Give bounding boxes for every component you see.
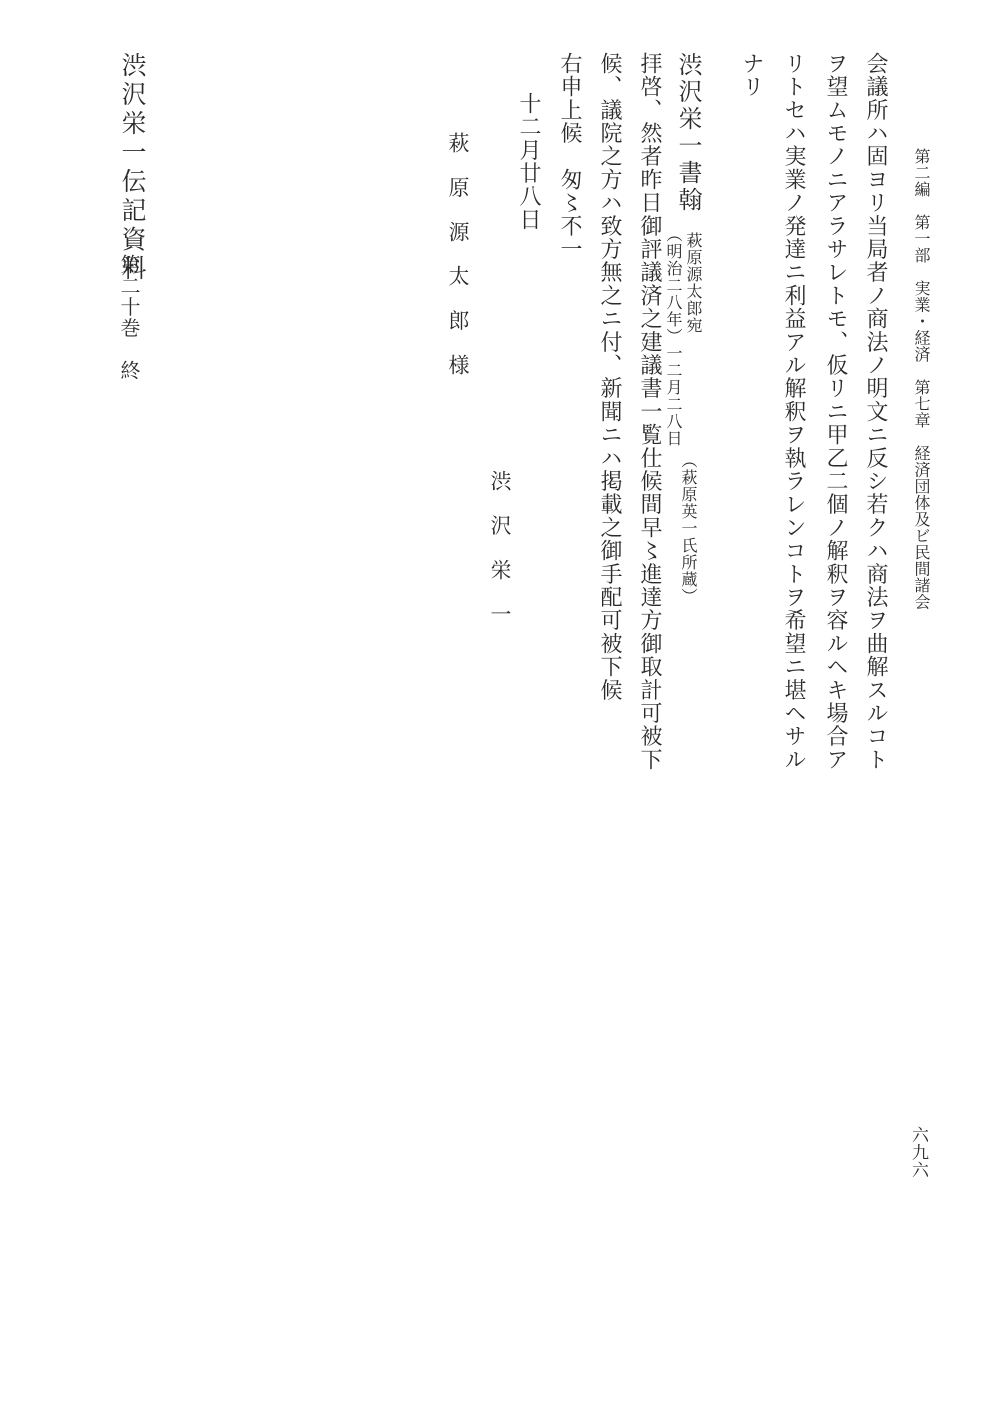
letter-date: 十二月廿八日 bbox=[516, 92, 541, 232]
letter-date-line: （明治二八年）一二月二八日 bbox=[664, 226, 683, 447]
letter-body-line-2: 候、議院之方ハ致方無之ニ付、新聞ニハ掲載之御手配可被下候 bbox=[597, 52, 622, 702]
page-number: 六九六 bbox=[908, 1126, 928, 1179]
paragraph-line-4: ナリ bbox=[739, 52, 764, 99]
paragraph-line-2: ヲ望ムモノニアラサレトモ、仮リニ甲乙二個ノ解釈ヲ容ルヘキ場合ア bbox=[823, 52, 848, 772]
letter-collection: （萩原英一氏所蔵） bbox=[679, 452, 698, 605]
paragraph-line-3: リトセハ実業ノ発達ニ利益アル解釈ヲ執ラレンコトヲ希望ニ堪ヘサル bbox=[781, 52, 806, 772]
letter-body-line-3: 右申上候 匆〻不一 bbox=[557, 52, 582, 261]
letter-addressee: 萩原源太郎宛 bbox=[684, 232, 703, 334]
colophon-volume: 第二十巻 終 bbox=[117, 254, 141, 382]
running-head: 第二編 第一部 実業・経済 第七章 経済団体及ビ民間諸会 bbox=[912, 148, 931, 610]
paragraph-line-1: 会議所ハ固ヨリ当局者ノ商法ノ明文ニ反シ若クハ商法ヲ曲解スルコト bbox=[863, 52, 888, 772]
colophon-title: 渋沢栄一伝記資料 bbox=[118, 52, 147, 284]
letter-heading: 渋沢栄一書翰 bbox=[674, 52, 702, 214]
letter-sender: 渋 沢 栄 一 bbox=[488, 470, 512, 626]
letter-recipient: 萩 原 源 太 郎 様 bbox=[446, 132, 470, 377]
letter-body-line-1: 拝啓、然者昨日御評議済之建議書一覧仕候間早〻進達方御取計可被下 bbox=[637, 52, 662, 772]
